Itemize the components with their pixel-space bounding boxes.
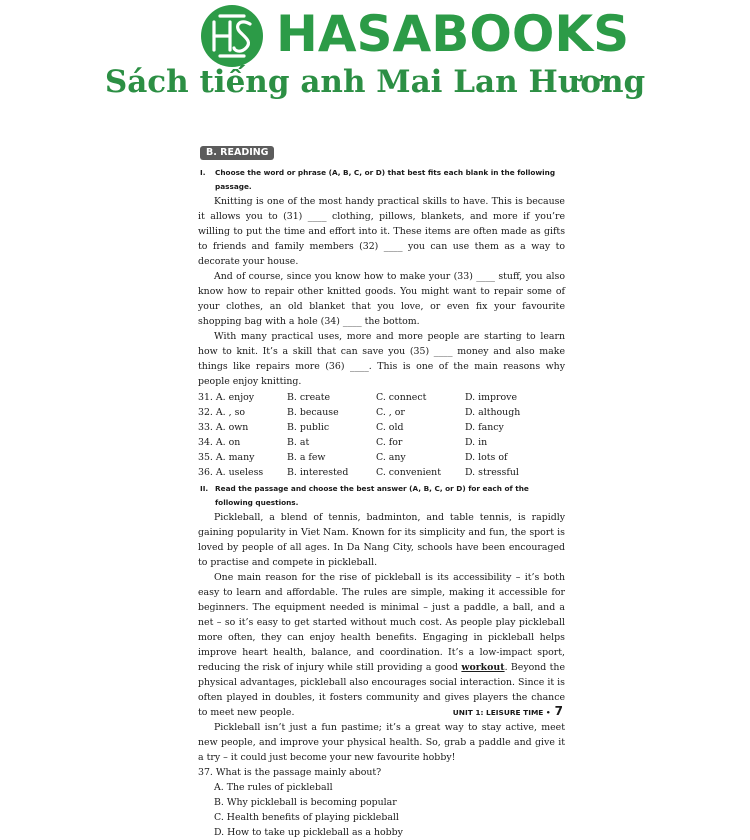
option-row (198, 465, 565, 480)
answer-a: A. The rules of pickleball (214, 782, 333, 793)
option-cell-a (198, 435, 287, 450)
option-d: D. lots of (465, 452, 508, 463)
brand-tagline: Sách tiếng anh Mai Lan Hương (104, 64, 646, 100)
part2-instruction-text: Read the passage and choose the best answer (A, B, C, or D) for each of the following questions. (215, 484, 529, 507)
option-d: D. improve (465, 392, 518, 403)
option-b: B. because (287, 407, 339, 418)
option-b: B. create (287, 392, 331, 403)
option-a: A. , so (215, 407, 246, 418)
option-row (198, 405, 565, 420)
hasabooks-logo-icon (200, 4, 264, 68)
option-cell-a (198, 390, 287, 405)
part2-paragraph-1: Pickleball, a blend of tennis, badminton, and table tennis, is rapidly gaining popularity in Viet Nam. Known for its simplicity and fun, the sport is loved by people of all ages. In Da Nang City, schools have been encouraged to practise and compete in pickleball. (198, 512, 565, 568)
part1-instruction-text: Choose the word or phrase (A, B, C, or D) that best fits each blank in the following passage. (215, 168, 556, 191)
part1-number: I. (200, 168, 206, 177)
part2-number: II. (200, 484, 209, 493)
answer-b: B. Why pickleball is becoming popular (214, 797, 397, 808)
option-a: A. own (215, 422, 249, 433)
question-number: 34. (198, 437, 213, 448)
option-d: D. fancy (465, 422, 504, 433)
brand-name: HASABOOKS (276, 5, 630, 63)
option-b: B. a few (287, 452, 326, 463)
option-c: C. any (376, 452, 406, 463)
option-d: D. although (465, 407, 521, 418)
part2-paragraph-2 (198, 570, 565, 720)
option-a: A. many (215, 452, 255, 463)
option-cell-a (198, 465, 287, 480)
page-number: 7 (554, 704, 563, 718)
option-row (198, 390, 565, 405)
workout-keyword: workout (461, 662, 505, 673)
part1-paragraph-1: Knitting is one of the most handy practical skills to have. This is because it allows you to (31) ____ clothing, pillows, blankets, and more if you’re willing to put the time and effort into it. These items are often made as gifts to friends and family members (32) ____ you can use them as a way to decorate your house. (198, 196, 565, 267)
question-number: 33. (198, 422, 213, 433)
question-number: 36. (198, 467, 213, 478)
option-row (198, 420, 565, 435)
option-b: B. interested (287, 467, 349, 478)
option-cell-a (198, 420, 287, 435)
part2-paragraph-3: Pickleball isn’t just a fun pastime; it’s a great way to stay active, meet new people, and improve your physical health. So, grab a paddle and give it a try – it could just become your new favourite hobby! (198, 722, 565, 763)
part1-paragraph-3: With many practical uses, more and more people are starting to learn how to knit. It’s a skill that can save you (35) ____ money and also make things like repairs more (36) ____. This is one of the main reasons why people enjoy knitting. (198, 331, 565, 387)
part2-paragraph-2-after: . Beyond the physical advantages, pickleball also encourages social interaction. Since it is often played in doubles, it fosters community and gives players the chance to meet new people. (198, 662, 565, 718)
option-b: B. at (287, 437, 310, 448)
footer-unit: UNIT 1: LEISURE TIME • (452, 708, 551, 717)
option-d: D. in (465, 437, 488, 448)
option-a: A. on (215, 437, 241, 448)
option-row (198, 435, 565, 450)
option-c: C. convenient (376, 467, 441, 478)
option-cell-a (198, 450, 287, 465)
part1-instruction (198, 166, 565, 194)
option-row (198, 450, 565, 465)
answer-d: D. How to take up pickleball as a hobby (214, 827, 403, 838)
options-table (198, 390, 565, 480)
question-37: 37. What is the passage mainly about? (198, 767, 382, 778)
section-badge: B. READING (200, 146, 274, 160)
answer-c: C. Health benefits of playing pickleball (214, 812, 399, 823)
part2-paragraph-2-before: One main reason for the rise of pickleball is its accessibility – it’s both easy to learn and affordable. The rules are simple, making it accessible for beginners. The equipment needed is minimal – just a paddle, a ball, and a net – so it’s easy to get started without much cost. As people play pickleball more often, they can enjoy health benefits. Engaging in pickleball helps improve heart health, balance, and coordination. It’s a low-impact sport, reducing the risk of injury while still providing a good (198, 572, 565, 673)
question-number: 31. (198, 392, 213, 403)
book-page (198, 145, 565, 840)
option-cell-a (198, 405, 287, 420)
option-c: C. old (376, 422, 404, 433)
option-d: D. stressful (465, 467, 519, 478)
option-b: B. public (287, 422, 330, 433)
option-a: A. useless (215, 467, 264, 478)
part1-paragraph-2: And of course, since you know how to make your (33) ____ stuff, you also know how to repair other knitted goods. You might want to repair some of your clothes, an old blanket that you love, or even fix your favourite shopping bag with a hole (34) ____ the bottom. (198, 271, 565, 327)
option-c: C. connect (376, 392, 427, 403)
page-footer (423, 702, 563, 722)
question-number: 35. (198, 452, 213, 463)
option-a: A. enjoy (215, 392, 255, 403)
header (0, 0, 750, 110)
option-c: C. for (376, 437, 403, 448)
part2-instruction (198, 482, 565, 510)
option-c: C. , or (376, 407, 405, 418)
question-number: 32. (198, 407, 213, 418)
